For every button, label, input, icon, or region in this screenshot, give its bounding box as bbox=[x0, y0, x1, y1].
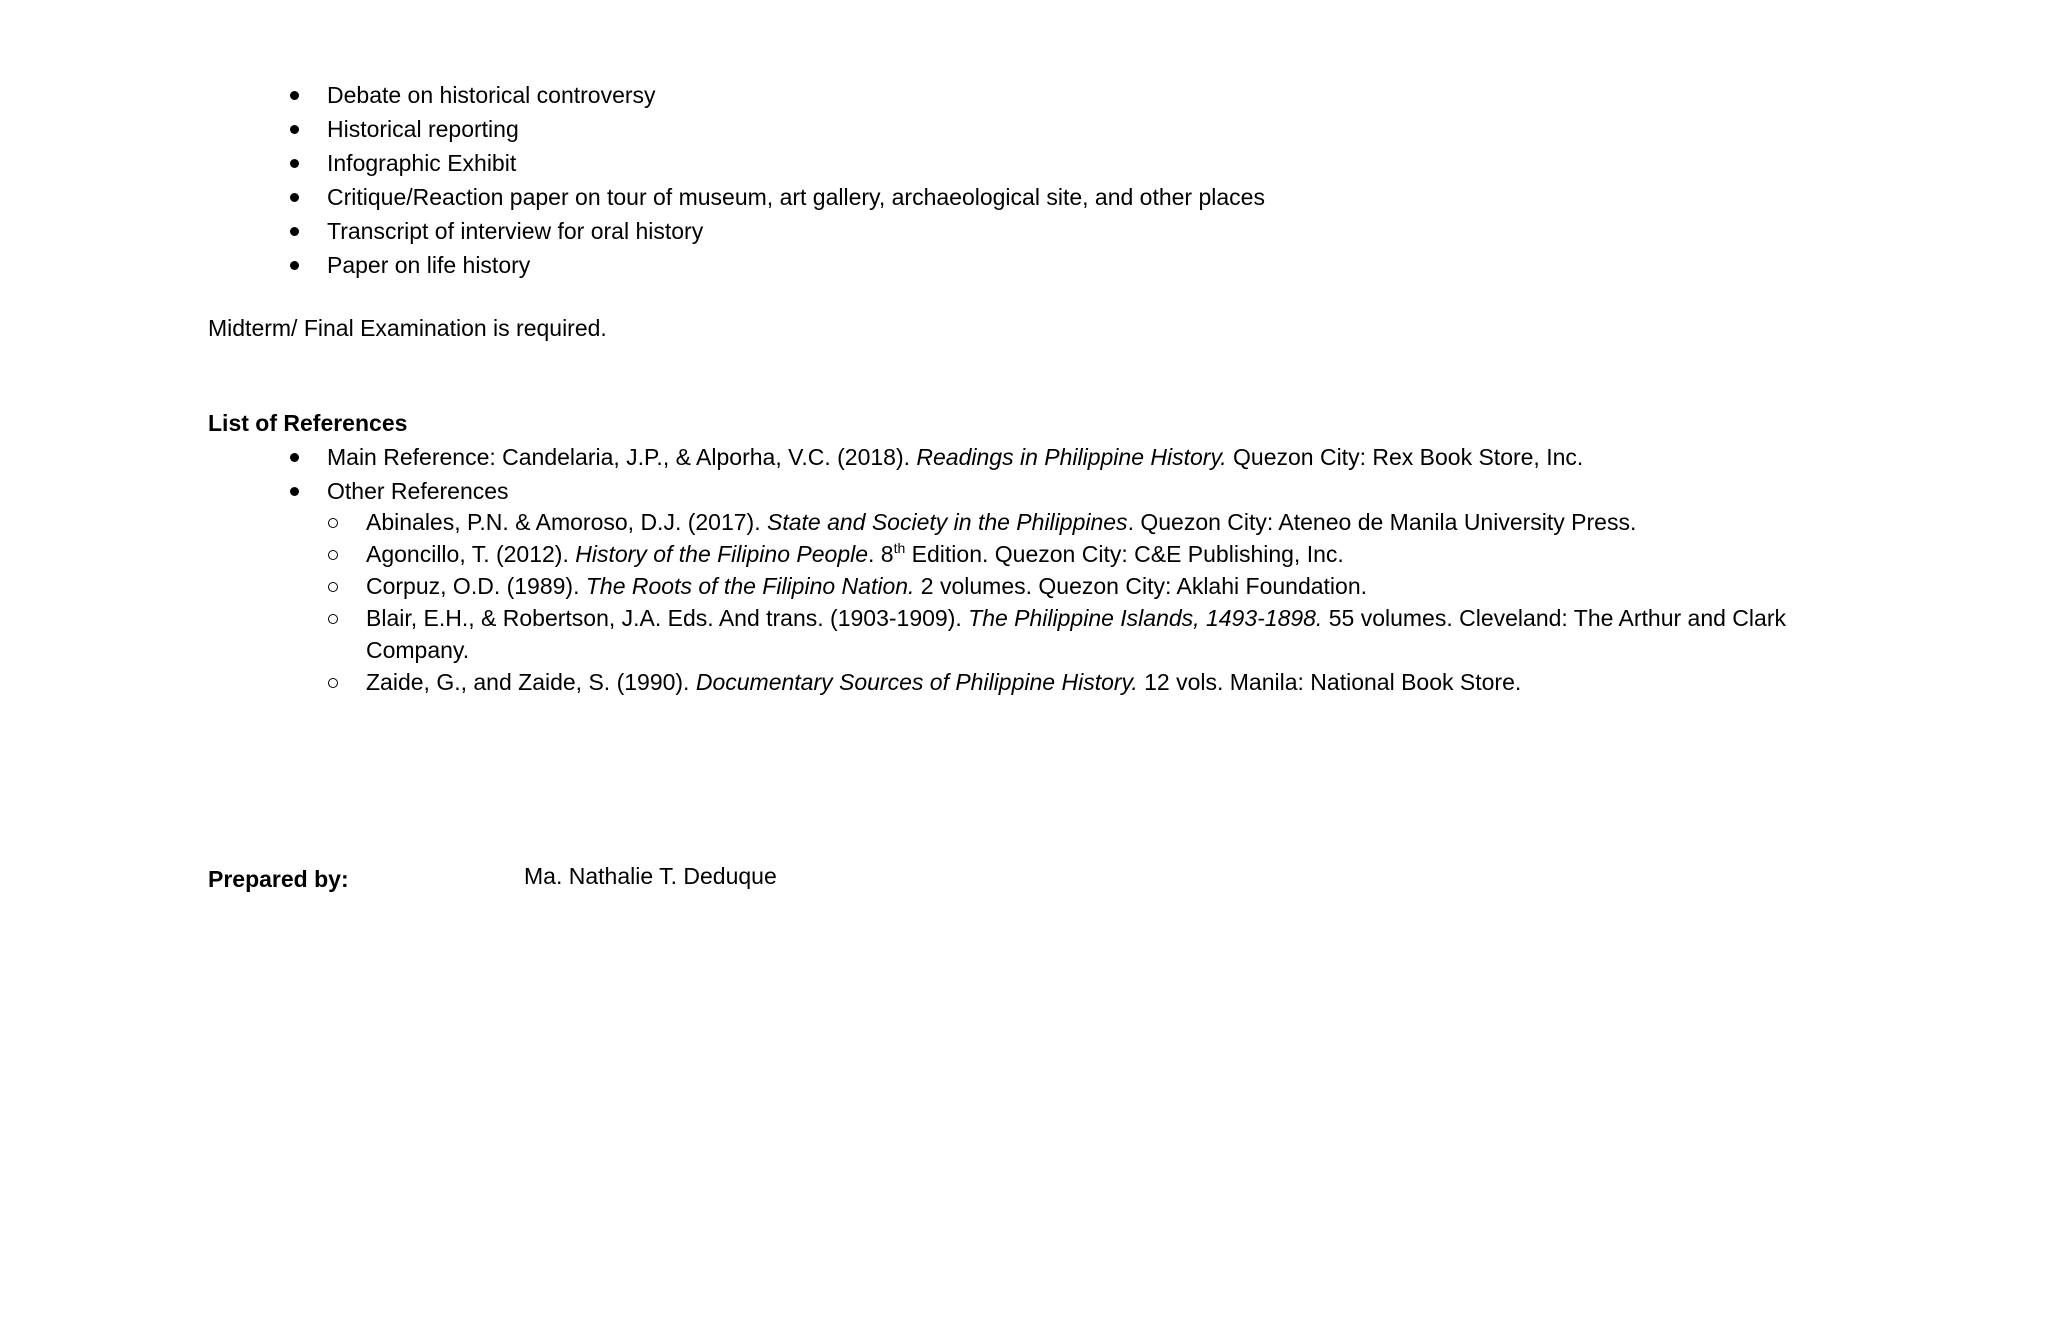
bullet-icon bbox=[290, 487, 299, 496]
ref-prefix: Abinales, P.N. & Amoroso, D.J. (2017). bbox=[366, 509, 767, 535]
list-item bbox=[286, 180, 1265, 214]
bullet-icon bbox=[290, 453, 299, 462]
bullet-icon bbox=[290, 125, 299, 134]
list-item bbox=[286, 440, 1583, 474]
list-item bbox=[325, 570, 1806, 602]
preparer-name: Ma. Nathalie T. Deduque bbox=[524, 863, 777, 889]
ref-title: The Philippine Islands, 1493-1898. bbox=[968, 605, 1323, 631]
other-references-label: Other References bbox=[327, 478, 509, 504]
circle-bullet-icon bbox=[328, 550, 338, 560]
list-item bbox=[325, 538, 1806, 570]
ref-prefix: Main Reference: Candelaria, J.P., & Alporha, V.C. (2018). bbox=[327, 444, 917, 470]
ref-prefix: Corpuz, O.D. (1989). bbox=[366, 573, 586, 599]
activity-text: Debate on historical controversy bbox=[327, 82, 656, 108]
list-item bbox=[325, 666, 1806, 698]
ref-title: State and Society in the Philippines bbox=[766, 509, 1128, 535]
ref-suffix: Edition. Quezon City: C&E Publishing, Inc. bbox=[905, 541, 1344, 567]
list-item bbox=[286, 474, 1583, 508]
references-heading: List of References bbox=[208, 410, 408, 436]
list-item bbox=[286, 214, 1265, 248]
ordinal-superscript: th bbox=[893, 540, 906, 556]
list-item bbox=[325, 506, 1806, 538]
bullet-icon bbox=[290, 193, 299, 202]
activity-text: Infographic Exhibit bbox=[327, 150, 517, 176]
ref-suffix: Quezon City: Rex Book Store, Inc. bbox=[1226, 444, 1584, 470]
ref-suffix: 55 volumes. Cleveland: The Arthur and Clark Company. bbox=[366, 605, 1786, 663]
activity-list bbox=[286, 78, 1265, 282]
ref-title: The Roots of the Filipino Nation. bbox=[585, 573, 915, 599]
bullet-icon bbox=[290, 227, 299, 236]
ref-prefix: Blair, E.H., & Robertson, J.A. Eds. And trans. (1903-1909). bbox=[366, 605, 969, 631]
ref-suffix: 12 vols. Manila: National Book Store. bbox=[1137, 669, 1522, 695]
prepared-by-label: Prepared by: bbox=[208, 866, 349, 892]
bullet-icon bbox=[290, 261, 299, 270]
ref-prefix: Agoncillo, T. (2012). bbox=[366, 541, 576, 567]
ref-suffix-pre: . 8 bbox=[868, 541, 894, 567]
other-references-list bbox=[325, 506, 1806, 698]
activity-text: Transcript of interview for oral history bbox=[327, 218, 704, 244]
ref-suffix: . Quezon City: Ateneo de Manila University Press. bbox=[1127, 509, 1637, 535]
list-item bbox=[286, 78, 1265, 112]
list-item bbox=[325, 602, 1806, 666]
circle-bullet-icon bbox=[328, 518, 338, 528]
list-item bbox=[286, 248, 1265, 282]
references-list bbox=[286, 440, 1583, 508]
exam-note: Midterm/ Final Examination is required. bbox=[208, 315, 607, 341]
ref-title: Documentary Sources of Philippine History. bbox=[695, 669, 1138, 695]
bullet-icon bbox=[290, 159, 299, 168]
ref-prefix: Zaide, G., and Zaide, S. (1990). bbox=[366, 669, 696, 695]
circle-bullet-icon bbox=[328, 582, 338, 592]
ref-title: History of the Filipino People bbox=[575, 541, 869, 567]
bullet-icon bbox=[290, 91, 299, 100]
activity-text: Paper on life history bbox=[327, 252, 531, 278]
activity-text: Historical reporting bbox=[327, 116, 519, 142]
ref-suffix: 2 volumes. Quezon City: Aklahi Foundation. bbox=[914, 573, 1367, 599]
list-item bbox=[286, 112, 1265, 146]
list-item bbox=[286, 146, 1265, 180]
circle-bullet-icon bbox=[328, 614, 338, 624]
ref-title: Readings in Philippine History. bbox=[916, 444, 1227, 470]
activity-text: Critique/Reaction paper on tour of museum, art gallery, archaeological site, and other places bbox=[327, 184, 1265, 210]
circle-bullet-icon bbox=[328, 678, 338, 688]
